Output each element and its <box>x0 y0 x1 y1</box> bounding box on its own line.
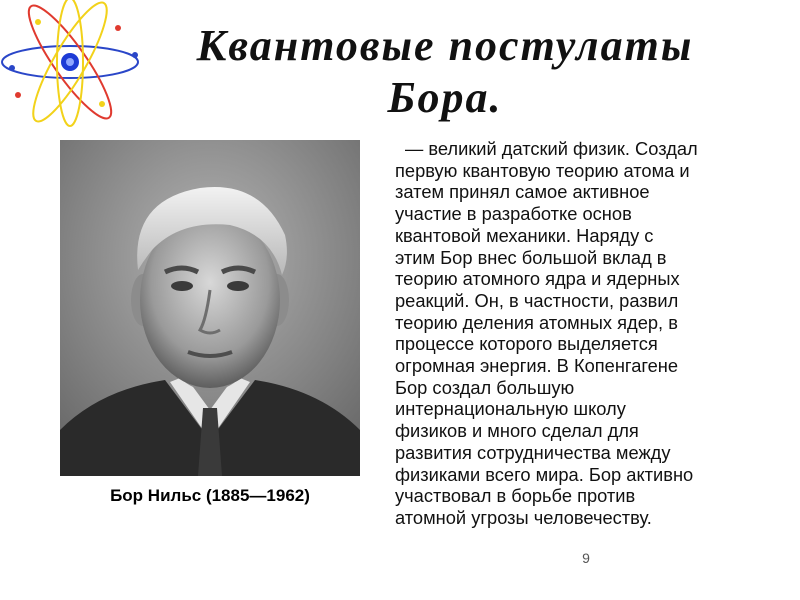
description-line: затем принял самое активное <box>395 181 650 203</box>
description-line: участвовал в борьбе против <box>395 485 636 507</box>
page-number: 9 <box>582 550 590 566</box>
portrait-photo <box>60 140 360 476</box>
description-line: реакций. Он, в частности, развил <box>395 289 679 311</box>
description-line: теорию деления атомных ядер, в <box>395 311 678 333</box>
photo-caption: Бор Нильс (1885—1962) <box>110 486 310 505</box>
description-line: процессе которого выделяется <box>395 333 658 355</box>
description-line: Бор создал большую <box>395 376 575 398</box>
description-line: первую квантовую теорию атома и <box>395 159 690 181</box>
description-line: — великий датский физик. Создал <box>405 138 698 159</box>
description-line: атомной угрозы человечеству. <box>395 506 652 528</box>
slide-title <box>150 20 740 124</box>
description-line: огромная энергия. В Копенгагене <box>395 355 679 377</box>
description-line: развития сотрудничества между <box>395 441 671 463</box>
description-line: теорию атомного ядра и ядерных <box>395 268 680 290</box>
description-line: физиков и много сделал для <box>395 420 639 442</box>
description-line: квантовой механики. Наряду с <box>395 224 654 246</box>
description-line: этим Бор внес большой вклад в <box>395 246 667 268</box>
description-line: участие в разработке основ <box>395 203 632 225</box>
description-text <box>395 138 770 529</box>
title-line-1: Квантовые постулаты <box>196 21 694 70</box>
description-line: интернациональную школу <box>395 398 626 420</box>
title-line-2: Бора. <box>387 73 503 122</box>
description-line: физиками всего мира. Бор активно <box>395 463 694 485</box>
atom-icon <box>0 0 145 135</box>
